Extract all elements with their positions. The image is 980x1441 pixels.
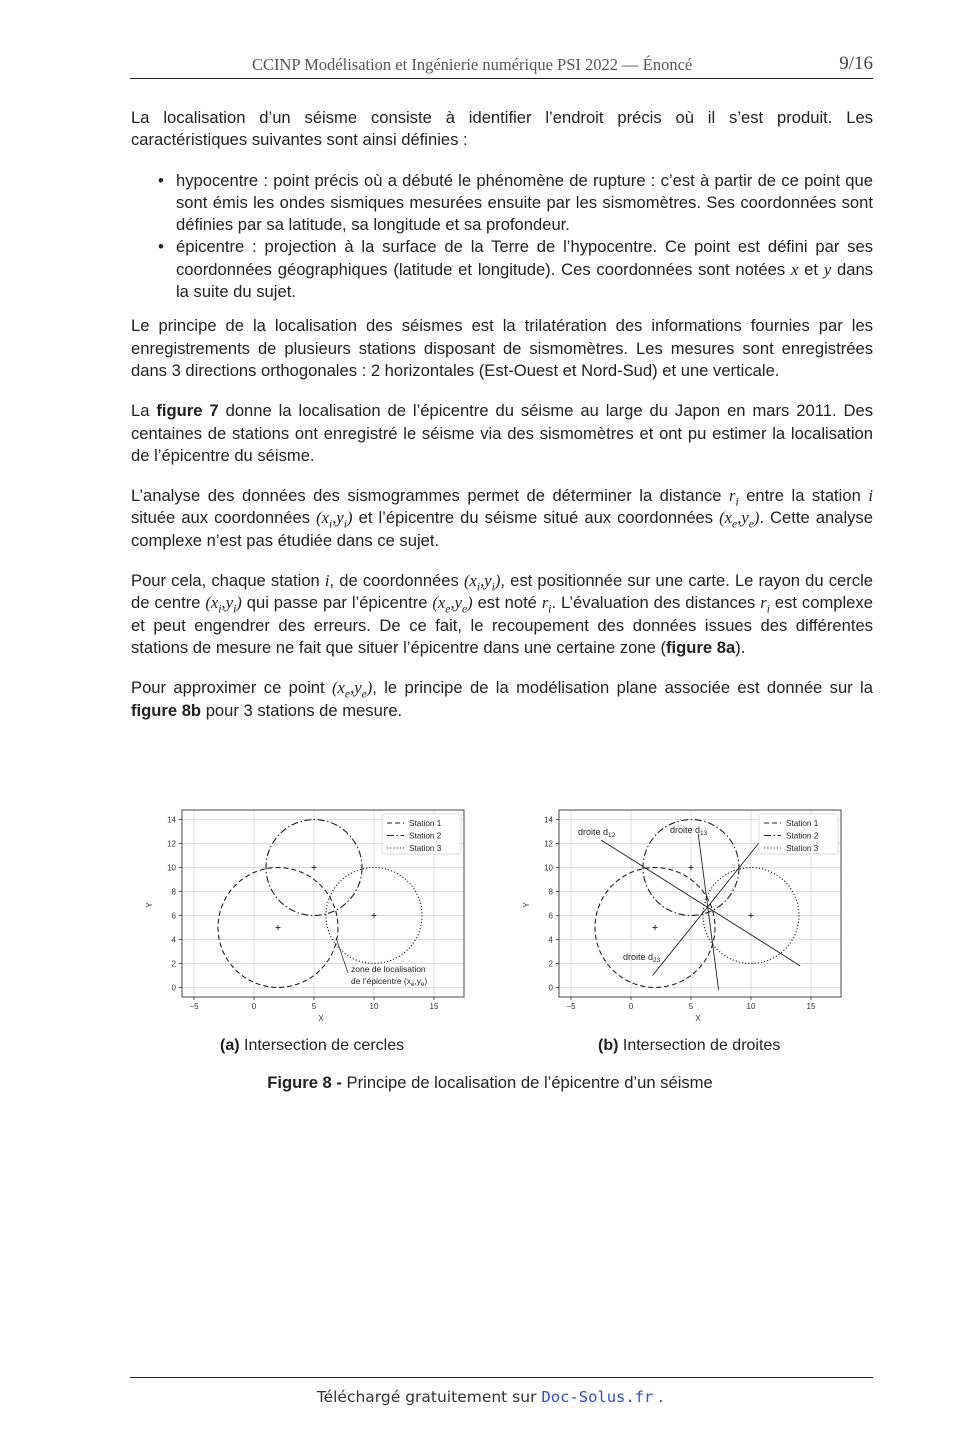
definitions-list [131, 170, 873, 304]
x-tick-label: −5 [566, 1002, 576, 1011]
x-tick-label: 5 [311, 1002, 317, 1011]
list-item-epicentre: • épicentre : projection à la surface de la Terre de l’hypocentre. Ce point est défini par ses coordonnées géographiques (latitude et longitude). Ces coordonnées sont notées x et y dans la suite du sujet. [176, 236, 873, 303]
legend-label: Station 2 [786, 831, 819, 841]
figure-caption: Figure 8 - Principe de localisation de l’épicentre d’un séisme [267, 1073, 713, 1092]
label-droite-d12: droite $d_{12}$ [578, 827, 616, 839]
footer-rule [130, 1377, 873, 1378]
y-tick-label: 2 [548, 959, 553, 969]
line-droite-d23 [653, 842, 760, 975]
page-number: 9/16 [839, 53, 873, 74]
subcaption-b: (b) Intersection de droites [598, 1037, 781, 1054]
figure-8b-plot [517, 805, 852, 1027]
footer-link[interactable]: Doc-Solus.fr [541, 1388, 654, 1406]
x-tick-label: 5 [688, 1002, 694, 1011]
legend-label: Station 3 [409, 844, 442, 853]
center-marker-station-1 [653, 925, 658, 930]
x-tick-label: 0 [251, 1002, 257, 1011]
y-tick-label: 4 [171, 935, 176, 945]
y-tick-label: 6 [171, 911, 176, 921]
y-tick-label: 2 [171, 959, 176, 969]
y-axis-label: Y [145, 902, 154, 908]
x-tick-label: 15 [429, 1002, 439, 1011]
x-tick-label: 0 [628, 1002, 634, 1011]
center-marker-station-1 [276, 925, 281, 930]
annotation-arrow [336, 938, 348, 973]
y-tick-label: 0 [171, 983, 176, 993]
y-tick-label: 12 [167, 839, 176, 849]
legend-label: Station 3 [786, 844, 819, 853]
x-tick-label: −5 [189, 1002, 199, 1011]
page-header [130, 52, 873, 79]
legend-label: Station 1 [409, 819, 442, 828]
y-tick-label: 8 [171, 887, 176, 897]
y-tick-label: 0 [548, 983, 553, 993]
header-title: CCINP Modélisation et Ingénierie numérique PSI 2022 — Énoncé [252, 55, 693, 74]
y-tick-label: 14 [167, 815, 176, 825]
legend-label: Station 2 [409, 831, 442, 841]
x-axis-label: X [695, 1014, 701, 1023]
x-tick-label: 10 [746, 1002, 756, 1011]
subcaption-a: (a) Intersection de cercles [220, 1037, 405, 1054]
y-axis-label: Y [522, 902, 531, 908]
legend [759, 814, 838, 854]
legend [382, 814, 461, 854]
y-tick-label: 12 [544, 839, 553, 849]
annotation-zone-line2: de l’épicentre $(x_e,y_e)$ [351, 976, 428, 988]
legend-label: Station 1 [786, 819, 819, 828]
figure-8a-plot [140, 805, 475, 1027]
y-tick-label: 8 [548, 887, 553, 897]
list-item-hypocentre: • hypocentre : point précis où a débuté le phénomène de rupture : c’est à partir de ce point que sont émis les ondes sismiques mesurées ensuite par les sismomètres. Ses coordonnées sont définies par sa latitude, sa longitude et sa profondeur. [176, 170, 873, 237]
x-tick-label: 10 [369, 1002, 379, 1011]
center-marker-station-2 [312, 865, 317, 870]
paragraph-trilateration: Le principe de la localisation des séismes est la trilatération des informations fournies par les enregistrements de plusieurs stations disposant de sismomètres. Les mesures sont enregistrées dans 3 directions orthogonales : 2 horizontales (Est-Ouest et Nord-Sud) et une verticale. [131, 316, 873, 380]
center-marker-station-3 [372, 913, 377, 918]
x-axis-label: X [318, 1014, 324, 1023]
y-tick-label: 4 [548, 935, 553, 945]
center-marker-station-2 [689, 865, 694, 870]
footer: Téléchargé gratuitement sur Doc-Solus.fr . [316, 1388, 664, 1406]
label-droite-d23: droite $d_{23}$ [623, 952, 661, 964]
paragraph-station-map: Pour cela, chaque station i, de coordonnées $(x_i,y_i)$, est positionnée sur une carte. Le rayon du cercle de centre $(x_i,y_i)$ qui passe par l’épicentre $(x_e,y_e)$ est noté $r_i$. L’évaluation des distances $r_i$ est complexe et peut engendrer des erreurs. De ce fait, le recoupement des données issues des différentes stations de mesure ne fait que situer l’épicentre dans une certaine zone (figure 8a). [131, 571, 873, 657]
paragraph-figure7: La figure 7 donne la localisation de l’épicentre du séisme au large du Japon en mars 2011. Des centaines de stations ont enregistré le séisme via des sismomètres et ont pu estimer la localisation de l’épicentre du séisme. [131, 401, 873, 465]
paragraph-approximation: Pour approximer ce point $(x_e,y_e)$, le principe de la modélisation plane associée est donnée sur la figure 8b pour 3 stations de mesure. [131, 678, 873, 720]
center-marker-station-3 [749, 913, 754, 918]
x-tick-label: 15 [806, 1002, 816, 1011]
y-tick-label: 14 [544, 815, 553, 825]
annotation-zone-line1: zone de localisation [351, 964, 426, 974]
label-droite-d13: droite $d_{13}$ [670, 825, 708, 837]
y-tick-label: 6 [548, 911, 553, 921]
paragraph-distance: L’analyse des données des sismogrammes permet de déterminer la distance $r_i$ entre la station i située aux coordonnées $(x_i,y_i)$ et l’épicentre du séisme situé aux coordonnées $(x_e,y_e)$. Cette analyse complexe n’est pas étudiée dans ce sujet. [131, 486, 873, 550]
main-content [131, 107, 873, 740]
y-tick-label: 10 [544, 863, 553, 873]
y-tick-label: 10 [167, 863, 176, 873]
paragraph-intro: La localisation d’un séisme consiste à identifier l’endroit précis où il s’est produit. Les caractéristiques suivantes sont ainsi définies : [131, 108, 873, 150]
